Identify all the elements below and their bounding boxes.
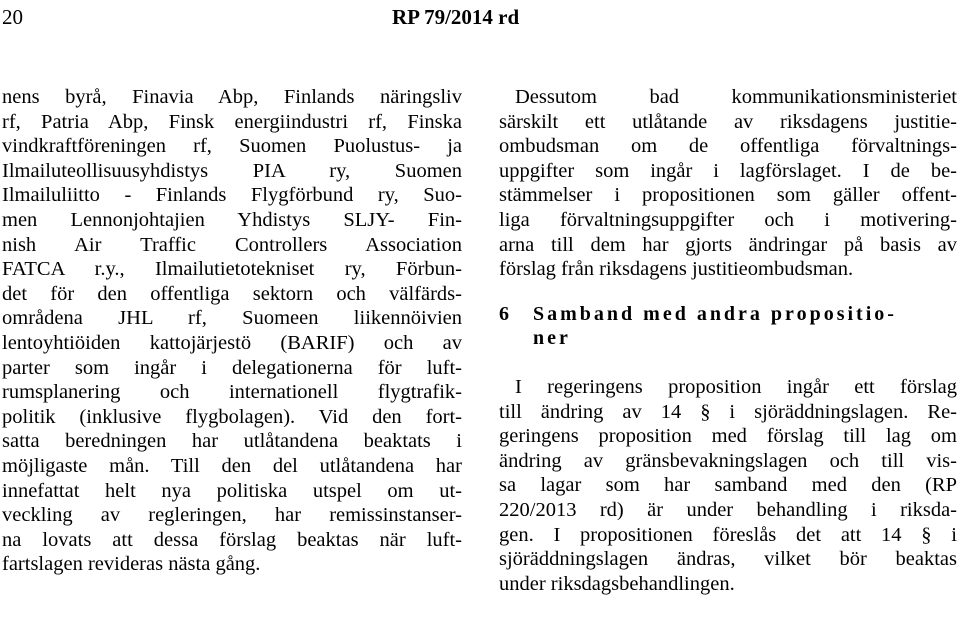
text-line: områdena JHL rf, Suomeen liikennöivien xyxy=(2,307,462,330)
section-number: 6 xyxy=(499,302,509,325)
text-line: särskilt ett utlåtande av riksdagens justitie- xyxy=(499,110,957,133)
text-line: under riksdagsbehandlingen. xyxy=(499,572,735,595)
text-line: sa lagar som har samband med den (RP xyxy=(499,474,957,497)
page-number: 20 xyxy=(2,5,23,29)
text-line: innefattat helt nya politiska utspel om ut- xyxy=(2,479,462,502)
text-line: uppgifter som ingår i lagförslaget. I de be- xyxy=(499,159,957,182)
text-line: Ilmailuteollisuusyhdistys PIA ry, Suomen xyxy=(2,159,462,182)
text-line: förslag från riksdagens justitieombudsman. xyxy=(499,258,854,281)
section-title-continued: ner xyxy=(533,327,571,350)
text-line: Ilmailuliitto - Finlands Flygförbund ry, Suo- xyxy=(2,184,462,207)
text-line: nish Air Traffic Controllers Association xyxy=(2,233,462,256)
text-line: Dessutom bad kommunikationsministeriet xyxy=(515,86,957,108)
text-line: rumsplanering och internationell flygtrafik- xyxy=(2,381,462,404)
text-line: rf, Patria Abp, Finsk energiindustri rf, Finska xyxy=(2,110,462,133)
text-line: veckling av regleringen, har remissinstanser- xyxy=(2,504,462,527)
running-title: RP 79/2014 rd xyxy=(392,5,520,29)
paragraph xyxy=(499,85,957,282)
text-line: geringens proposition med förslag till lag om xyxy=(499,425,957,448)
text-line: sjöräddningslagen ändras, vilket bör beaktas xyxy=(499,548,957,571)
text-line: na lovats att dessa förslag beaktas när luft- xyxy=(2,528,462,551)
text-line: FATCA r.y., Ilmailutietotekniset ry, Förbun- xyxy=(2,258,462,281)
section-title: Samband med andra propositio- xyxy=(533,302,897,325)
text-line: satta beredningen har utlåtandena beaktats i xyxy=(2,430,462,453)
text-line: ändring av gränsbevakningslagen och till vis- xyxy=(499,449,957,472)
text-line: lentoyhtiöiden kattojärjestö (BARIF) och av xyxy=(2,331,462,354)
text-line: 220/2013 rd) är under behandling i riksda- xyxy=(499,498,957,521)
text-line: möjligaste mån. Till den del utlåtandena har xyxy=(2,454,462,477)
text-line: till ändring av 14 § i sjöräddningslagen. Re- xyxy=(499,400,957,423)
section-heading xyxy=(499,302,957,351)
text-line: parter som ingår i delegationerna för luft- xyxy=(2,356,462,379)
section-heading-line xyxy=(499,302,957,327)
text-line: politik (inklusive flygbolagen). Vid den fort- xyxy=(2,405,462,428)
spacer xyxy=(499,282,957,302)
spacer xyxy=(499,351,957,375)
text-line: fartslagen revideras nästa gång. xyxy=(2,553,261,576)
right-column xyxy=(499,85,957,596)
text-line: det för den offentliga sektorn och välfärds- xyxy=(2,282,462,305)
text-line: nens byrå, Finavia Abp, Finlands näringsliv xyxy=(2,86,462,108)
text-line: liga förvaltningsuppgifter och i motivering- xyxy=(499,208,957,231)
text-line: arna till dem har gjorts ändringar på basis av xyxy=(499,233,957,256)
left-column xyxy=(2,85,462,577)
text-line: I regeringens proposition ingår ett förslag xyxy=(515,375,957,398)
paragraph xyxy=(499,375,957,596)
text-line: gen. I propositionen föreslås det att 14 § i xyxy=(499,523,957,546)
text-line: vindkraftföreningen rf, Suomen Puolustus- ja xyxy=(2,135,462,158)
text-line: men Lennonjohtajien Yhdistys SLJY- Fin- xyxy=(2,208,462,231)
text-line: stämmelser i propositionen som gäller offent- xyxy=(499,184,957,207)
text-line: ombudsman om de offentliga förvaltnings- xyxy=(499,135,957,158)
